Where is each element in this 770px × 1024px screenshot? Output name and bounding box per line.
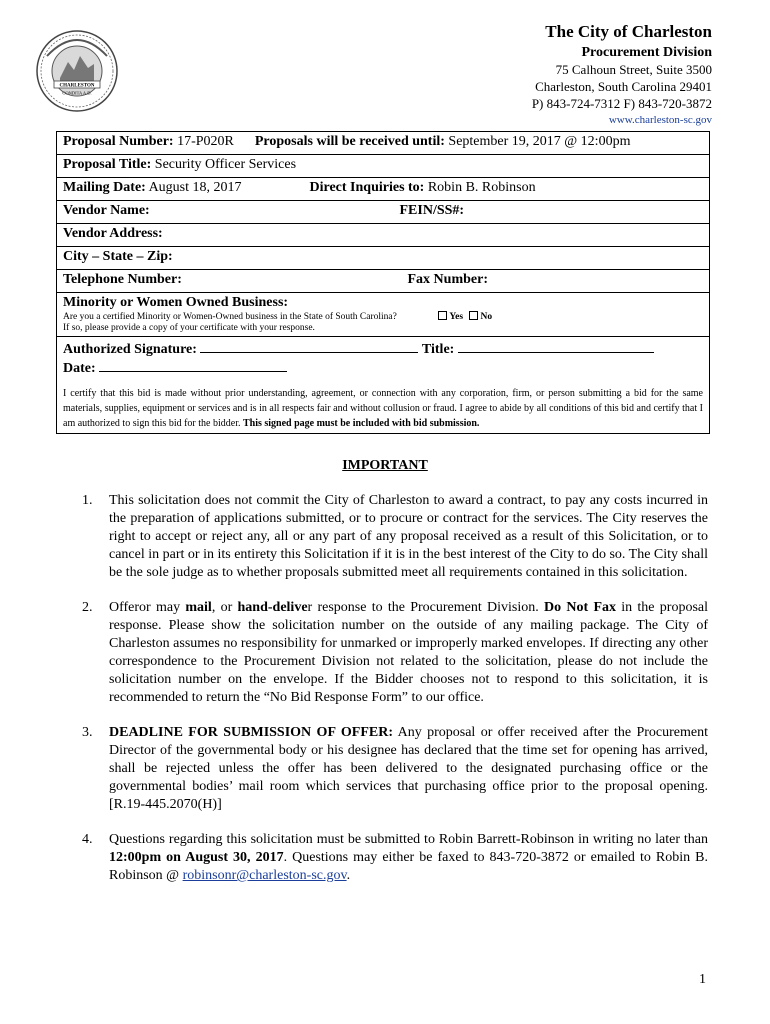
item-text: r response to the Procurement Division. [307, 600, 545, 615]
minority-business-label: Minority or Women Owned Business: [63, 295, 289, 310]
item-text: Questions regarding this solicitation must be submitted to Robin Barrett-Robinson in writing no later than [109, 832, 708, 847]
page-number: 1 [699, 972, 706, 987]
vendor-address-label: Vendor Address: [63, 226, 163, 241]
street-address: 75 Calhoun Street, Suite 3500 [555, 62, 712, 77]
proposal-number-value: 17-P020R [177, 134, 234, 149]
mailing-date-row [57, 178, 710, 201]
telephone-label: Telephone Number: [63, 272, 182, 287]
item-text: Offeror may [109, 600, 186, 615]
no-label: No [480, 312, 493, 322]
phone-fax-numbers: P) 843-724-7312 F) 843-720-3872 [531, 96, 712, 111]
item-text: in the proposal response. Please show the solicitation number on the outside of any mailing package. The City of Charleston assumes no responsibility for unmarked or improperly marked envelopes. If directing any other correspondence to the Procurement Division not related to the solicitation, please do not include the solicitation number on the envelope. If the Bidder chooses not to respond to this solicitation, it is recommended to return the “No Bid Response Form” to our office. [109, 600, 709, 705]
minority-question: Are you a certified Minority or Women-Owned business in the State of South Carolina? [63, 312, 397, 322]
certification-body: I certify that this bid is made without prior understanding, agreement, or connection with any corporation, firm, or person submitting a bid for the same materials, supplies, equipment or services and is in all respects fair and without collusion or fraud. I agree to abide by all conditions of this bid and certify that I am authorized to sign this bid for the bidder. [63, 388, 703, 429]
city-state-zip-row[interactable] [57, 247, 710, 270]
yes-checkbox[interactable] [438, 311, 447, 320]
charleston-city-seal-image [32, 26, 122, 116]
mailing-date-value: August 18, 2017 [148, 180, 242, 195]
yes-label: Yes [449, 312, 464, 322]
mailing-date-label: Mailing Date: [63, 180, 146, 195]
proposal-number-label: Proposal Number: [63, 134, 174, 149]
received-until-label: Proposals will be received until: [254, 134, 445, 149]
city-name: The City of Charleston [545, 22, 712, 41]
direct-inquiries-value: Robin B. Robinson [427, 180, 536, 195]
proposal-number-row [57, 132, 710, 155]
item-text: This solicitation does not commit the City of Charleston to award a contract, to pay any costs incurred in the preparation of applications submitted, or to procure or contract for the services. The City reserves the right to accept or reject any, all or any part of any proposal received as a result of this Solicitation, or to cancel in part or in its entirety this Solicitation if it is in the best interest of the City to do so. The City shall be the sole judge as to whether proposals submitted meet all requirements contained in this solicitation. [109, 493, 708, 580]
item-number: 3. [82, 725, 93, 740]
title-line[interactable] [458, 339, 654, 353]
certification-bold: This signed page must be included with bid submission. [242, 418, 480, 429]
item-text-bold: hand-delive [237, 600, 308, 615]
list-item [82, 599, 708, 707]
seal-text-charleston: CHARLESTON [59, 83, 95, 89]
signature-row [57, 337, 710, 434]
signature-line[interactable] [200, 339, 418, 353]
list-item [82, 492, 708, 582]
fein-label: FEIN/SS#: [399, 203, 465, 218]
proposal-title-label: Proposal Title: [63, 157, 152, 172]
vendor-name-label: Vendor Name: [63, 203, 150, 218]
city-state-zip-address: Charleston, South Carolina 29401 [535, 79, 712, 94]
email-link[interactable]: robinsonr@charleston-sc.gov [182, 868, 347, 883]
item-number: 4. [82, 832, 93, 847]
no-checkbox[interactable] [469, 311, 478, 320]
proposal-title-value: Security Officer Services [154, 157, 297, 172]
date-line[interactable] [99, 358, 287, 372]
direct-inquiries-label: Direct Inquiries to: [309, 180, 425, 195]
telephone-row[interactable] [57, 270, 710, 293]
list-item [82, 831, 708, 885]
minority-business-row [57, 293, 710, 337]
certification-text [63, 386, 703, 431]
item-number: 1. [82, 493, 93, 508]
item-text: Any proposal or offer received after the Procurement Director of the governmental body or his designee has declared that the time set for opening has arrived, shall be rejected unless the offer has been delivered to the designated purchasing office or the governmental bodies’ mail room which services that purchasing office prior to the proposal opening. [R.19-445.2070(H)] [109, 725, 708, 812]
instructions-list [82, 492, 708, 902]
proposal-title-row [57, 155, 710, 178]
signature-label: Authorized Signature: [63, 342, 197, 357]
received-until-value: September 19, 2017 @ 12:00pm [448, 134, 631, 149]
minority-note: If so, please provide a copy of your certificate with your response. [63, 323, 315, 333]
item-text: . [346, 868, 351, 883]
item-text-bold: Do Not Fax [544, 600, 616, 615]
item-text-bold: mail [185, 600, 212, 615]
seal-text-condita: CONDITA A.D. [62, 90, 92, 96]
proposal-form-table [56, 131, 710, 434]
fax-label: Fax Number: [407, 272, 488, 287]
website-link[interactable]: www.charleston-sc.gov [608, 114, 712, 126]
vendor-address-row[interactable] [57, 224, 710, 247]
city-state-zip-label: City – State – Zip: [63, 249, 173, 264]
item-text: . Questions may either be faxed to 843-720-3872 or emailed to Robin B. Robinson @ [109, 850, 709, 883]
item-text-bold: 12:00pm on August 30, 2017 [109, 850, 284, 865]
vendor-name-row[interactable] [57, 201, 710, 224]
title-field-label: Title: [421, 342, 455, 357]
letterhead [532, 22, 712, 129]
item-number: 2. [82, 600, 93, 615]
item-text-bold: DEADLINE FOR SUBMISSION OF OFFER: [109, 725, 393, 740]
important-heading: IMPORTANT [342, 458, 428, 473]
list-item [82, 724, 708, 814]
date-label: Date: [63, 361, 96, 376]
item-text: , or [211, 600, 238, 615]
division-name: Procurement Division [581, 45, 712, 60]
